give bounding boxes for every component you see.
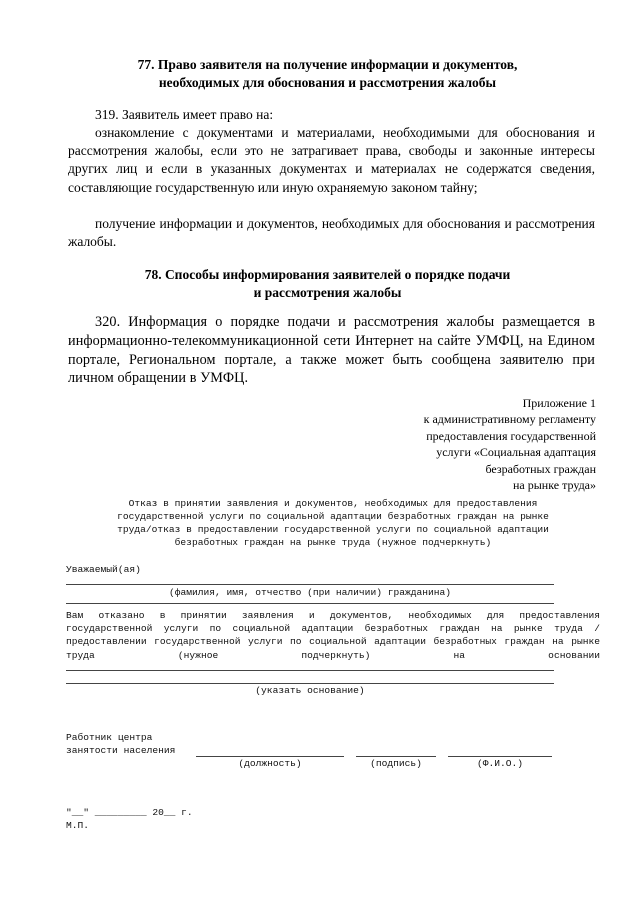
para-320: 320. Информация о порядке подачи и рассмотрения жалобы размещается в информационно-телекоммуникационной сети Интернет на сайте УМФЦ, на Едином портале, Региональном портале, а также может быть сообщена заявителю при личном обращении в УМФЦ. xyxy=(68,314,595,387)
section-78-title-line1: 78. Способы информирования заявителей о порядке подачи xyxy=(144,267,511,282)
signature-line xyxy=(356,756,436,757)
appendix-line2: к административному регламенту xyxy=(423,412,596,427)
para-319-item2: получение информации и документов, необходимых для обоснования и рассмотрения жалобы. xyxy=(68,216,595,250)
section-78-heading xyxy=(60,266,595,302)
refusal-notice-text: Вам отказано в принятии заявления и документов, необходимых для предоставления государственной услуги по социальной адаптации безработных граждан на рынке труда /предоставлении государственной услуги по социальной адаптации безработных граждан на рынке труда (нужное подчеркнуть) на основании xyxy=(66,610,600,661)
signature-caption: (подпись) xyxy=(370,758,422,769)
fio-caption: (Ф.И.О.) xyxy=(476,758,524,769)
para-319-intro: 319. Заявитель имеет право на: xyxy=(95,107,274,122)
name-line xyxy=(66,584,554,585)
reason-line-1 xyxy=(66,670,554,671)
appendix-line6: на рынке труда» xyxy=(513,478,596,493)
salutation: Уважаемый(ая) xyxy=(66,564,141,575)
date-line: "__" _________ 20__ г. xyxy=(66,807,193,818)
name-line-2 xyxy=(66,603,554,604)
worker-label-line2: занятости населения xyxy=(66,745,176,756)
form-title-line2: государственной услуги по социальной адаптации безработных граждан на рынке xyxy=(117,511,549,522)
section-77-title-line2: необходимых для обоснования и рассмотрения жалобы xyxy=(158,75,497,90)
appendix-line4: услуги «Социальная адаптация xyxy=(436,445,596,460)
form-title-line1: Отказ в принятии заявления и документов, необходимых для предоставления xyxy=(128,498,538,509)
appendix-line1: Приложение 1 xyxy=(522,396,596,410)
reason-caption: (указать основание) xyxy=(255,685,365,696)
appendix-line3: предоставления государственной xyxy=(426,428,596,443)
appendix-block xyxy=(424,395,596,493)
appendix-line5: безработных граждан xyxy=(485,461,596,476)
section-78-title-line2: и рассмотрения жалобы xyxy=(253,285,402,300)
worker-label-line1: Работник центра xyxy=(66,732,153,743)
form-title-line3: труда/отказ в предоставлении государственной услуги по социальной адаптации xyxy=(117,524,549,535)
name-caption: (фамилия, имя, отчество (при наличии) гражданина) xyxy=(168,587,452,598)
stamp-label: М.П. xyxy=(66,820,90,831)
section-77-title-line1: 77. Право заявителя на получение информации и документов, xyxy=(137,57,518,72)
section-77-heading xyxy=(60,56,595,92)
form-title-line4: безработных граждан на рынке труда (нужное подчеркнуть) xyxy=(174,537,492,548)
form-title xyxy=(66,497,600,549)
position-caption: (должность) xyxy=(238,758,302,769)
fio-line xyxy=(448,756,552,757)
reason-line-2 xyxy=(66,683,554,684)
position-line xyxy=(196,756,344,757)
refusal-notice xyxy=(66,609,600,662)
para-319-item1: ознакомление с документами и материалами, необходимыми для обоснования и рассмотрения жалобы, если это не затрагивает права, свободы и законные интересы других лиц и если в указанных документах и материалах не содержатся сведения, составляющие государственную или иную охраняемую законом тайну; xyxy=(68,125,595,195)
